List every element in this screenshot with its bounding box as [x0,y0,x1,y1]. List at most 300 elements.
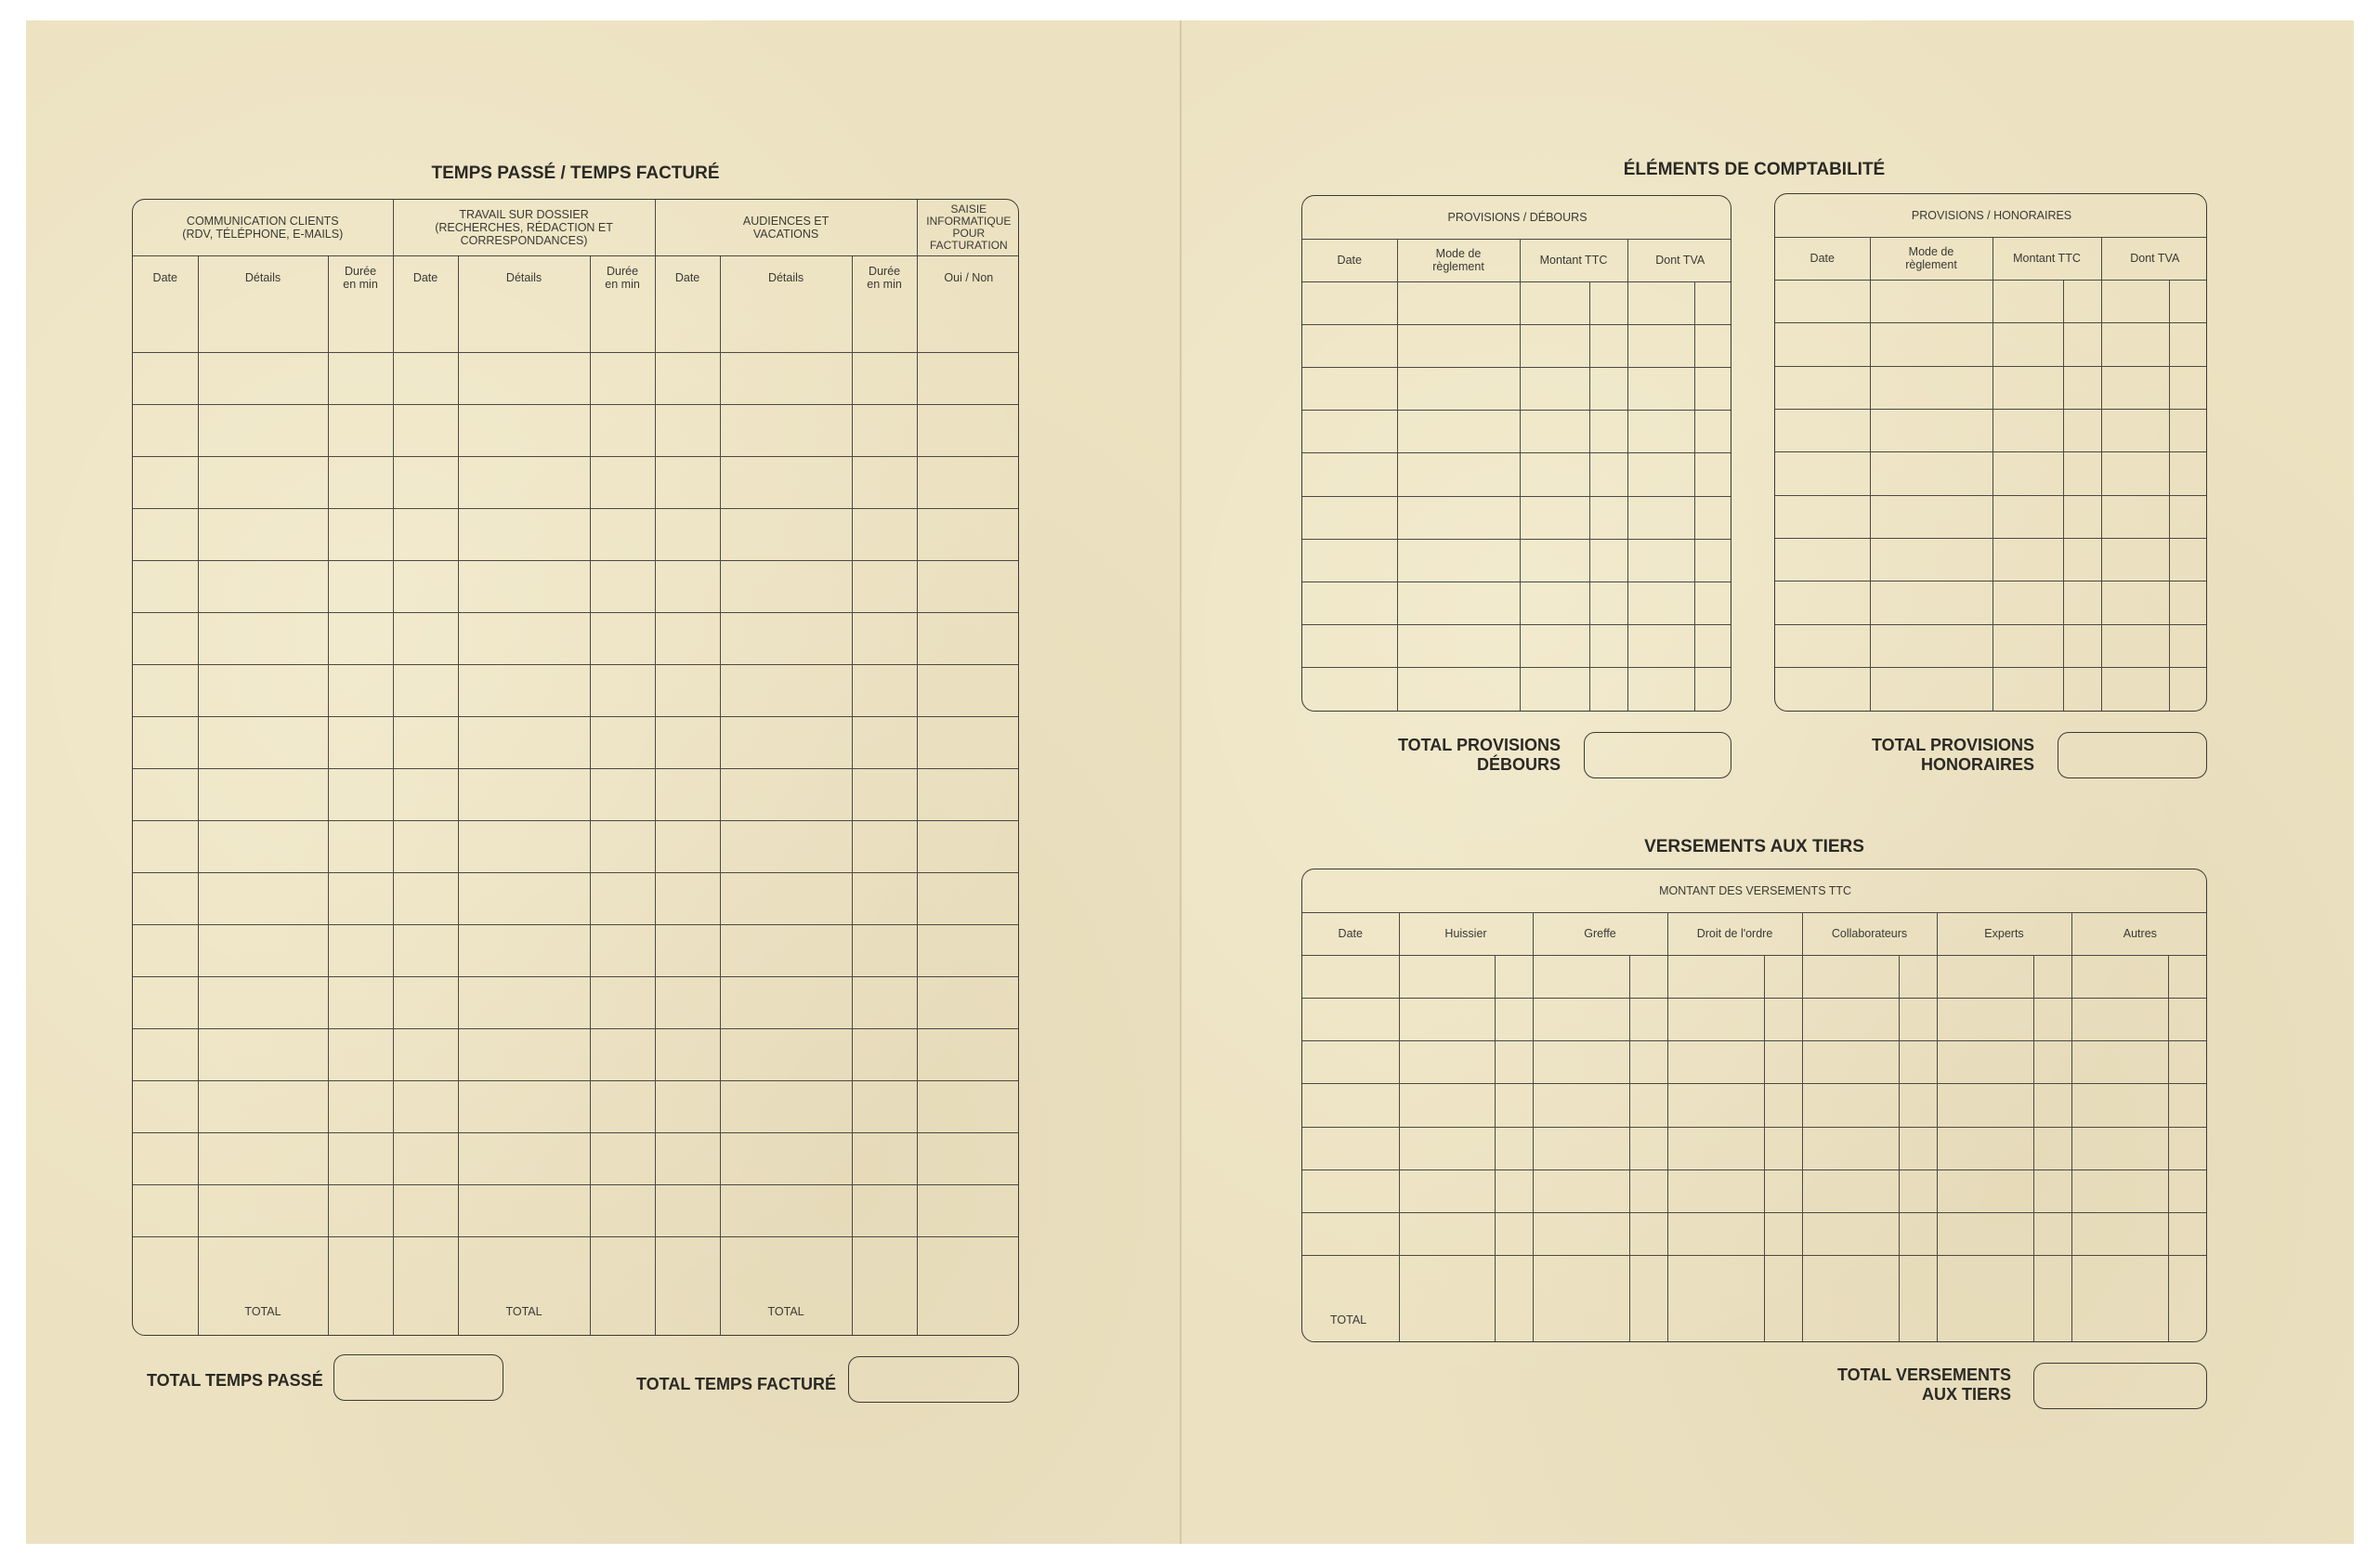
entry-cell[interactable] [133,404,198,456]
entry-cell[interactable] [917,872,1019,924]
entry-cell[interactable] [2101,668,2169,711]
entry-cell[interactable] [655,560,720,612]
entry-cell[interactable] [1520,411,1589,453]
entry-cell[interactable] [198,768,328,820]
entry-cell[interactable] [133,456,198,508]
entry-cell[interactable] [1627,625,1694,668]
entry-cell[interactable] [1694,324,1731,367]
entry-cell[interactable] [720,560,852,612]
entry-cell[interactable] [1993,452,2063,495]
entry-cell[interactable] [328,768,393,820]
entry-cell[interactable] [917,924,1019,976]
entry-cell[interactable] [1993,495,2063,538]
entry-cell[interactable] [590,1028,655,1080]
entry-cell[interactable] [1629,1212,1667,1255]
entry-cell[interactable] [1589,581,1627,624]
entry-cell[interactable] [1399,999,1495,1041]
entry-cell[interactable] [655,352,720,404]
entry-cell[interactable] [2169,410,2207,452]
entry-cell[interactable] [1802,955,1899,998]
entry-cell[interactable] [1667,1084,1764,1127]
entry-cell[interactable] [1775,495,1870,538]
entry-cell[interactable] [655,456,720,508]
entry-cell[interactable] [590,1132,655,1184]
entry-cell[interactable] [1629,1041,1667,1084]
entry-cell[interactable] [2168,999,2207,1041]
entry-cell[interactable] [1495,1041,1533,1084]
entry-cell[interactable] [458,1184,590,1236]
entry-cell[interactable] [1397,668,1520,711]
entry-cell[interactable] [852,404,917,456]
entry-cell[interactable] [852,768,917,820]
entry-cell[interactable] [917,1132,1019,1184]
entry-cell[interactable] [2169,366,2207,409]
entry-cell[interactable] [655,716,720,768]
entry-cell[interactable] [198,716,328,768]
entry-cell[interactable] [1495,1084,1533,1127]
entry-cell[interactable] [1627,581,1694,624]
entry-cell[interactable] [458,1132,590,1184]
entry-cell[interactable] [1397,411,1520,453]
entry-cell[interactable] [720,1236,852,1288]
entry-cell[interactable] [1802,1256,1899,1299]
entry-cell[interactable] [1937,1256,2033,1299]
entry-cell[interactable] [1899,1169,1937,1212]
entry-cell[interactable] [328,1132,393,1184]
entry-cell[interactable] [328,820,393,872]
entry-cell[interactable] [917,664,1019,716]
entry-cell[interactable] [2101,452,2169,495]
entry-cell[interactable] [2033,1212,2071,1255]
entry-cell[interactable] [1302,581,1397,624]
entry-cell[interactable] [1993,281,2063,323]
entry-cell[interactable] [720,716,852,768]
entry-cell[interactable] [133,664,198,716]
entry-cell[interactable] [1775,624,1870,667]
entry-cell[interactable] [1627,281,1694,324]
entry-cell[interactable] [2033,999,2071,1041]
entry-cell[interactable] [1870,495,1993,538]
entry-cell[interactable] [917,1080,1019,1132]
entry-cell[interactable] [1694,625,1731,668]
entry-cell[interactable] [1694,411,1731,453]
entry-cell[interactable] [1533,999,1629,1041]
entry-cell[interactable] [1764,1256,1802,1299]
entry-cell[interactable] [2063,581,2101,624]
entry-cell[interactable] [1775,539,1870,581]
entry-cell[interactable] [720,456,852,508]
entry-cell[interactable] [1629,1127,1667,1169]
entry-cell[interactable] [1589,411,1627,453]
entry-cell[interactable] [1302,1041,1399,1084]
entry-cell[interactable] [2033,1084,2071,1127]
entry-cell[interactable] [328,716,393,768]
entry-cell[interactable] [590,508,655,560]
entry-cell[interactable] [1627,668,1694,711]
entry-cell[interactable] [1399,1212,1495,1255]
entry-cell[interactable] [720,768,852,820]
entry-cell[interactable] [1993,668,2063,711]
entry-cell[interactable] [198,560,328,612]
entry-cell[interactable] [1397,625,1520,668]
entry-cell[interactable] [1399,1169,1495,1212]
entry-cell[interactable] [1629,1256,1667,1299]
entry-cell[interactable] [852,820,917,872]
entry-cell[interactable] [2169,452,2207,495]
entry-cell[interactable] [590,820,655,872]
entry-cell[interactable] [1870,539,1993,581]
entry-cell[interactable] [1629,999,1667,1041]
entry-cell[interactable] [590,872,655,924]
entry-cell[interactable] [1667,1212,1764,1255]
entry-cell[interactable] [1899,1084,1937,1127]
entry-cell[interactable] [1629,1084,1667,1127]
entry-cell[interactable] [917,768,1019,820]
entry-cell[interactable] [655,976,720,1028]
entry-cell[interactable] [1899,1041,1937,1084]
entry-cell[interactable] [1302,281,1397,324]
entry-cell[interactable] [1937,1169,2033,1212]
entry-cell[interactable] [2168,1127,2207,1169]
entry-cell[interactable] [328,976,393,1028]
entry-cell[interactable] [458,560,590,612]
entry-cell[interactable] [1302,1084,1399,1127]
entry-cell[interactable] [1589,625,1627,668]
entry-cell[interactable] [1495,999,1533,1041]
entry-cell[interactable] [458,1028,590,1080]
entry-cell[interactable] [720,612,852,664]
entry-cell[interactable] [2168,1256,2207,1299]
entry-cell[interactable] [1302,496,1397,539]
entry-cell[interactable] [1627,368,1694,411]
entry-cell[interactable] [2101,495,2169,538]
entry-cell[interactable] [458,1080,590,1132]
entry-cell[interactable] [1667,955,1764,998]
entry-cell[interactable] [1533,1256,1629,1299]
entry-cell[interactable] [655,664,720,716]
entry-cell[interactable] [1495,1256,1533,1299]
entry-cell[interactable] [2168,1041,2207,1084]
entry-cell[interactable] [1937,1084,2033,1127]
entry-cell[interactable] [1764,999,1802,1041]
entry-cell[interactable] [1589,281,1627,324]
entry-cell[interactable] [590,664,655,716]
entry-cell[interactable] [393,768,458,820]
entry-cell[interactable] [1667,999,1764,1041]
entry-cell[interactable] [328,612,393,664]
entry-cell[interactable] [655,924,720,976]
entry-cell[interactable] [1302,411,1397,453]
entry-cell[interactable] [1899,955,1937,998]
entry-cell[interactable] [2071,1256,2168,1299]
entry-cell[interactable] [133,1184,198,1236]
entry-cell[interactable] [1667,1256,1764,1299]
entry-cell[interactable] [590,560,655,612]
entry-cell[interactable] [133,1028,198,1080]
entry-cell[interactable] [1764,1041,1802,1084]
entry-cell[interactable] [198,924,328,976]
entry-cell[interactable] [1775,410,1870,452]
entry-cell[interactable] [1802,1084,1899,1127]
entry-cell[interactable] [2101,539,2169,581]
entry-cell[interactable] [590,300,655,352]
entry-cell[interactable] [1399,955,1495,998]
entry-cell[interactable] [1899,1127,1937,1169]
entry-cell[interactable] [2101,281,2169,323]
entry-cell[interactable] [328,508,393,560]
entry-cell[interactable] [1533,955,1629,998]
entry-cell[interactable] [1397,453,1520,496]
entry-cell[interactable] [2169,281,2207,323]
entry-cell[interactable] [720,1184,852,1236]
entry-cell[interactable] [458,976,590,1028]
entry-cell[interactable] [590,456,655,508]
entry-cell[interactable] [1775,366,1870,409]
entry-cell[interactable] [2063,323,2101,366]
entry-cell[interactable] [1764,1212,1802,1255]
entry-cell[interactable] [2169,668,2207,711]
entry-cell[interactable] [1589,496,1627,539]
entry-cell[interactable] [458,768,590,820]
entry-cell[interactable] [1302,1256,1399,1299]
entry-cell[interactable] [1520,453,1589,496]
entry-cell[interactable] [1589,368,1627,411]
entry-cell[interactable] [917,404,1019,456]
entry-cell[interactable] [655,612,720,664]
entry-cell[interactable] [133,716,198,768]
entry-cell[interactable] [1302,1127,1399,1169]
entry-cell[interactable] [458,508,590,560]
entry-cell[interactable] [458,664,590,716]
entry-cell[interactable] [393,976,458,1028]
entry-cell[interactable] [2033,1169,2071,1212]
entry-cell[interactable] [1694,368,1731,411]
entry-cell[interactable] [2071,1127,2168,1169]
entry-cell[interactable] [917,820,1019,872]
entry-cell[interactable] [1775,452,1870,495]
entry-cell[interactable] [1399,1084,1495,1127]
entry-cell[interactable] [1870,581,1993,624]
entry-cell[interactable] [852,1236,917,1288]
entry-cell[interactable] [328,1080,393,1132]
entry-cell[interactable] [720,820,852,872]
entry-cell[interactable] [1397,281,1520,324]
entry-cell[interactable] [198,872,328,924]
entry-cell[interactable] [393,404,458,456]
entry-cell[interactable] [852,716,917,768]
entry-cell[interactable] [2063,452,2101,495]
entry-cell[interactable] [328,560,393,612]
entry-cell[interactable] [1495,1212,1533,1255]
entry-cell[interactable] [393,1184,458,1236]
entry-cell[interactable] [133,612,198,664]
entry-cell[interactable] [1520,368,1589,411]
entry-cell[interactable] [2071,1084,2168,1127]
entry-cell[interactable] [458,300,590,352]
total-temps-facture-field[interactable] [848,1356,1019,1403]
entry-cell[interactable] [917,1028,1019,1080]
entry-cell[interactable] [2169,624,2207,667]
entry-cell[interactable] [1629,955,1667,998]
entry-cell[interactable] [1694,668,1731,711]
entry-cell[interactable] [1993,366,2063,409]
entry-cell[interactable] [1495,955,1533,998]
entry-cell[interactable] [458,820,590,872]
entry-cell[interactable] [1775,581,1870,624]
entry-cell[interactable] [1520,668,1589,711]
entry-cell[interactable] [198,1132,328,1184]
entry-cell[interactable] [198,664,328,716]
entry-cell[interactable] [917,976,1019,1028]
entry-cell[interactable] [458,352,590,404]
entry-cell[interactable] [198,820,328,872]
entry-cell[interactable] [917,1184,1019,1236]
entry-cell[interactable] [655,872,720,924]
entry-cell[interactable] [1870,281,1993,323]
entry-cell[interactable] [198,1080,328,1132]
entry-cell[interactable] [393,300,458,352]
entry-cell[interactable] [852,1028,917,1080]
entry-cell[interactable] [1870,366,1993,409]
entry-cell[interactable] [917,560,1019,612]
entry-cell[interactable] [198,508,328,560]
entry-cell[interactable] [393,1132,458,1184]
entry-cell[interactable] [1397,324,1520,367]
entry-cell[interactable] [2101,624,2169,667]
total-provisions-debours-field[interactable] [1584,732,1731,778]
entry-cell[interactable] [1993,410,2063,452]
entry-cell[interactable] [1520,625,1589,668]
entry-cell[interactable] [655,404,720,456]
entry-cell[interactable] [2169,323,2207,366]
entry-cell[interactable] [852,664,917,716]
entry-cell[interactable] [393,1236,458,1288]
entry-cell[interactable] [1629,1169,1667,1212]
entry-cell[interactable] [1520,539,1589,581]
entry-cell[interactable] [1764,1127,1802,1169]
entry-cell[interactable] [1870,323,1993,366]
entry-cell[interactable] [1899,1256,1937,1299]
entry-cell[interactable] [852,1080,917,1132]
entry-cell[interactable] [1694,281,1731,324]
entry-cell[interactable] [1870,624,1993,667]
entry-cell[interactable] [2101,410,2169,452]
entry-cell[interactable] [1302,1169,1399,1212]
total-provisions-honoraires-field[interactable] [2058,732,2207,778]
entry-cell[interactable] [1533,1127,1629,1169]
entry-cell[interactable] [1520,496,1589,539]
entry-cell[interactable] [2063,624,2101,667]
entry-cell[interactable] [328,664,393,716]
entry-cell[interactable] [2169,495,2207,538]
entry-cell[interactable] [590,976,655,1028]
entry-cell[interactable] [133,352,198,404]
entry-cell[interactable] [458,716,590,768]
entry-cell[interactable] [720,976,852,1028]
entry-cell[interactable] [1302,1212,1399,1255]
entry-cell[interactable] [328,1236,393,1288]
entry-cell[interactable] [655,1080,720,1132]
entry-cell[interactable] [133,560,198,612]
entry-cell[interactable] [2063,410,2101,452]
entry-cell[interactable] [1302,368,1397,411]
entry-cell[interactable] [2101,366,2169,409]
entry-cell[interactable] [393,872,458,924]
entry-cell[interactable] [198,1184,328,1236]
entry-cell[interactable] [393,716,458,768]
entry-cell[interactable] [1533,1212,1629,1255]
entry-cell[interactable] [198,976,328,1028]
entry-cell[interactable] [2063,539,2101,581]
entry-cell[interactable] [590,1236,655,1288]
entry-cell[interactable] [198,404,328,456]
entry-cell[interactable] [852,560,917,612]
entry-cell[interactable] [393,664,458,716]
entry-cell[interactable] [2071,1169,2168,1212]
entry-cell[interactable] [655,1132,720,1184]
entry-cell[interactable] [852,508,917,560]
entry-cell[interactable] [1937,1212,2033,1255]
entry-cell[interactable] [2101,323,2169,366]
entry-cell[interactable] [393,820,458,872]
entry-cell[interactable] [1775,668,1870,711]
entry-cell[interactable] [1399,1256,1495,1299]
entry-cell[interactable] [1533,1169,1629,1212]
entry-cell[interactable] [1899,1212,1937,1255]
entry-cell[interactable] [198,352,328,404]
entry-cell[interactable] [2063,495,2101,538]
entry-cell[interactable] [1694,581,1731,624]
entry-cell[interactable] [458,924,590,976]
entry-cell[interactable] [852,976,917,1028]
entry-cell[interactable] [1533,1041,1629,1084]
entry-cell[interactable] [1694,453,1731,496]
entry-cell[interactable] [328,404,393,456]
entry-cell[interactable] [328,872,393,924]
entry-cell[interactable] [1399,1041,1495,1084]
entry-cell[interactable] [720,1080,852,1132]
entry-cell[interactable] [2071,999,2168,1041]
entry-cell[interactable] [1870,452,1993,495]
entry-cell[interactable] [1899,999,1937,1041]
entry-cell[interactable] [720,300,852,352]
entry-cell[interactable] [1993,539,2063,581]
entry-cell[interactable] [917,352,1019,404]
entry-cell[interactable] [655,1184,720,1236]
entry-cell[interactable] [393,1080,458,1132]
entry-cell[interactable] [2071,1212,2168,1255]
entry-cell[interactable] [458,872,590,924]
entry-cell[interactable] [393,1028,458,1080]
entry-cell[interactable] [1667,1169,1764,1212]
entry-cell[interactable] [590,1184,655,1236]
entry-cell[interactable] [1802,1212,1899,1255]
entry-cell[interactable] [720,924,852,976]
entry-cell[interactable] [198,456,328,508]
entry-cell[interactable] [917,300,1019,352]
entry-cell[interactable] [1667,1041,1764,1084]
entry-cell[interactable] [1802,1169,1899,1212]
entry-cell[interactable] [1764,1084,1802,1127]
entry-cell[interactable] [1764,955,1802,998]
entry-cell[interactable] [2063,281,2101,323]
entry-cell[interactable] [133,976,198,1028]
entry-cell[interactable] [1870,668,1993,711]
entry-cell[interactable] [1520,324,1589,367]
entry-cell[interactable] [655,508,720,560]
entry-cell[interactable] [1589,453,1627,496]
entry-cell[interactable] [328,924,393,976]
